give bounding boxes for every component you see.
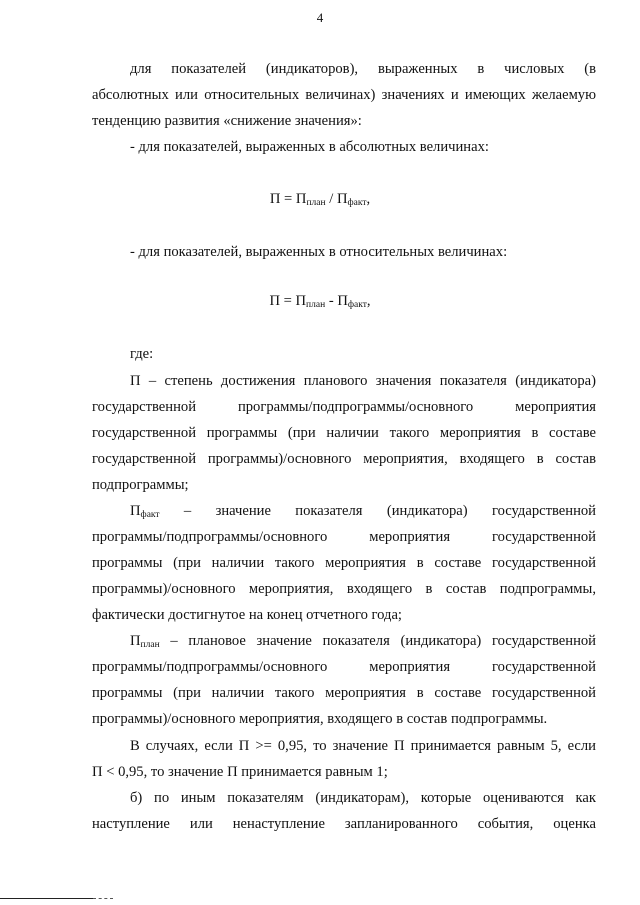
formula-subscript: факт	[347, 300, 367, 310]
text-line: абсолютных или относительных величинах) значениях и имеющих желаемую	[92, 87, 596, 103]
footer-divider	[0, 898, 93, 899]
text-line: В случаях, если П >= 0,95, то значение П принимается равным 5, если	[130, 738, 596, 754]
text-line: - для показателей, выраженных в относительных величинах:	[130, 244, 508, 260]
formula-subscript: план	[306, 198, 326, 208]
formula-subscript: факт	[347, 198, 367, 208]
formula-part: П = П	[269, 293, 307, 309]
text-line: П – степень достижения планового значения показателя (индикатора)	[130, 373, 596, 389]
formula-part: / П	[325, 191, 348, 207]
text-line: государственной программы)/основного мероприятия, входящего в состав	[92, 451, 596, 467]
text-line: где:	[130, 346, 154, 362]
text-line: программы)/основного мероприятия, входящего в состав подпрограммы.	[92, 711, 548, 727]
text-line: программы (при наличии такого мероприятия в составе государственной	[92, 685, 596, 701]
text-line: программы)/основного мероприятия, входящего в состав подпрограммы,	[92, 581, 596, 597]
text-line: государственной программы (при наличии такого мероприятия в составе	[92, 425, 596, 441]
text-line: - для показателей, выраженных в абсолютных величинах:	[130, 139, 489, 155]
formula-relative	[0, 292, 640, 310]
symbol: П	[130, 503, 141, 519]
formula-part: - П	[325, 293, 348, 309]
text-line: программы/подпрограммы/основного мероприятия государственной	[92, 659, 596, 675]
text-line: б) по иным показателям (индикаторам), которые оцениваются как	[130, 790, 596, 806]
text-line: программы/подпрограммы/основного мероприятия государственной	[92, 529, 596, 545]
text-line-definition-fact	[92, 502, 596, 520]
text-line: наступление или ненаступление запланированного события, оценка	[92, 816, 596, 832]
text-line: государственной программы/подпрограммы/основного мероприятия	[92, 399, 596, 415]
text-line-definition-plan	[92, 632, 596, 650]
text-line: программы (при наличии такого мероприятия в составе государственной	[92, 555, 596, 571]
formula-part: ,	[366, 293, 371, 309]
definition-text: – значение показателя (индикатора) государственной	[183, 503, 596, 519]
text-line: П < 0,95, то значение П принимается равным 1;	[92, 764, 388, 780]
page-number: 4	[316, 10, 324, 25]
text-line: тенденцию развития «снижение значения»:	[92, 113, 362, 129]
text-line: фактически достигнутое на конец отчетного года;	[92, 607, 402, 623]
symbol-subscript: план	[140, 640, 160, 650]
text-line: для показателей (индикаторов), выраженных в числовых (в	[130, 61, 596, 77]
formula-absolute	[0, 190, 640, 208]
definition-text: – плановое значение показателя (индикатора) государственной	[159, 633, 596, 649]
symbol-subscript: факт	[140, 510, 160, 520]
symbol: П	[130, 633, 141, 649]
formula-subscript: план	[306, 300, 326, 310]
formula-part: П = П	[269, 191, 307, 207]
text-line: подпрограммы;	[92, 477, 189, 493]
footer-divider-dashed	[93, 898, 113, 899]
formula-part: ,	[366, 191, 371, 207]
